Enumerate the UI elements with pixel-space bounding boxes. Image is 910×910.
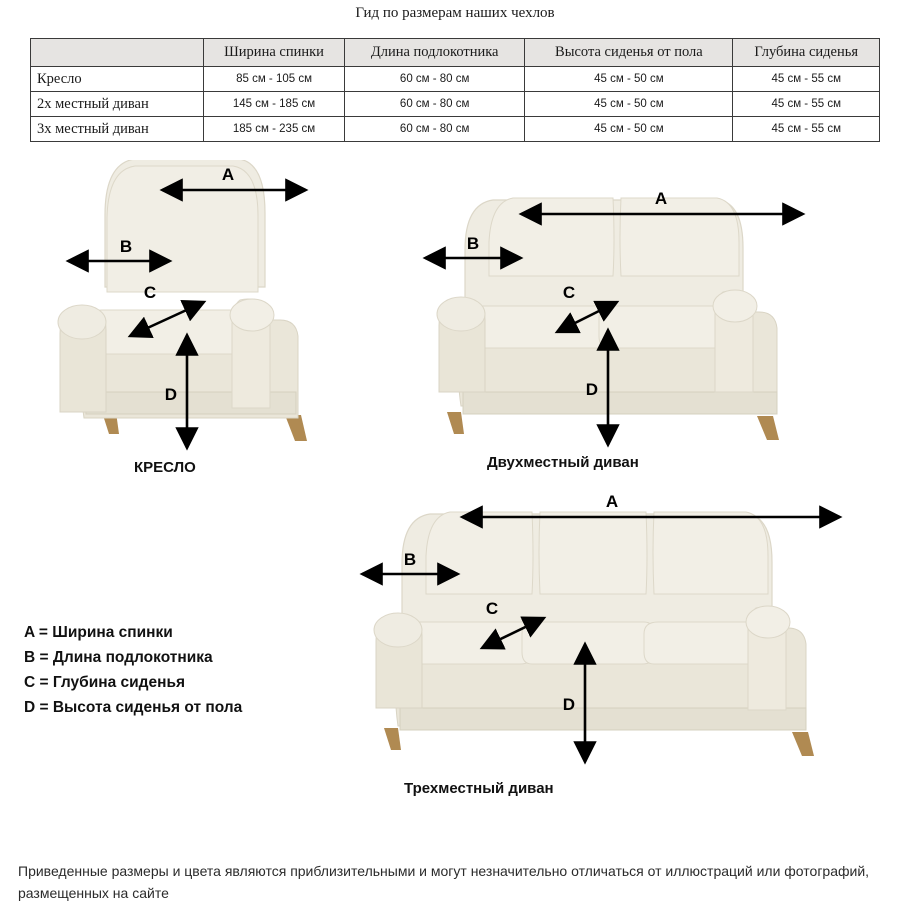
table-header-seat-depth: Глубина сиденья — [733, 39, 880, 67]
armchair-illustration — [40, 160, 360, 460]
furniture-leg — [757, 416, 779, 440]
table-cell: 45 см - 55 см — [733, 92, 880, 117]
table-row-label: 2х местный диван — [31, 92, 204, 117]
dimension-label-b: B — [119, 237, 133, 256]
table-cell: 45 см - 50 см — [525, 67, 733, 92]
table-header-row — [31, 39, 880, 67]
table-row — [31, 117, 880, 142]
dimension-label-d: D — [164, 385, 177, 404]
page-title: Гид по размерам наших чехлов — [355, 5, 555, 21]
table-row-label: Кресло — [31, 67, 204, 92]
dimension-label-d: D — [562, 695, 575, 714]
legend-item-b: B = Длина подлокотника — [24, 649, 213, 666]
furniture-leg — [792, 732, 814, 756]
dimension-label-b: B — [466, 234, 480, 253]
table-cell: 145 см - 185 см — [204, 92, 345, 117]
table-header-back-width: Ширина спинки — [204, 39, 345, 67]
table-header-seat-height: Высота сиденья от пола — [525, 39, 733, 67]
table-cell: 45 см - 55 см — [733, 67, 880, 92]
dimension-label-a: A — [221, 165, 235, 184]
table-cell: 60 см - 80 см — [345, 117, 525, 142]
table-cell: 60 см - 80 см — [345, 67, 525, 92]
dimension-label-a: A — [605, 492, 619, 511]
dimension-label-c: C — [562, 283, 576, 302]
two-seat-sofa-caption: Двухместный диван — [487, 454, 639, 471]
table-cell: 45 см - 50 см — [525, 117, 733, 142]
legend — [24, 620, 242, 720]
legend-item-c: C = Глубина сиденья — [24, 674, 186, 691]
three-seat-sofa-illustration — [340, 490, 870, 780]
dimension-label-a: A — [654, 189, 668, 208]
table-cell: 185 см - 235 см — [204, 117, 345, 142]
table-cell: 45 см - 50 см — [525, 92, 733, 117]
dimension-label-c: C — [485, 599, 499, 618]
table-header-corner — [31, 39, 204, 67]
legend-item-a: A = Ширина спинки — [24, 624, 173, 641]
size-guide-table — [30, 38, 880, 142]
table-row-label: 3х местный диван — [31, 117, 204, 142]
dimension-label-c: C — [143, 283, 157, 302]
table-cell: 45 см - 55 см — [733, 117, 880, 142]
dimension-label-b: B — [403, 550, 417, 569]
three-seat-sofa-caption: Трехместный диван — [404, 780, 554, 797]
armchair-caption: КРЕСЛО — [134, 459, 196, 476]
dimension-label-d: D — [585, 380, 598, 399]
footnote: Приведенные размеры и цвета являются приблизительными и могут незначительно отличаться от иллюстраций или фотографий, размещенных на сайте — [18, 863, 870, 901]
table-header-arm-length: Длина подлокотника — [345, 39, 525, 67]
legend-item-d: D = Высота сиденья от пола — [24, 699, 243, 716]
table-cell: 85 см - 105 см — [204, 67, 345, 92]
furniture-leg — [447, 412, 464, 434]
table-row — [31, 92, 880, 117]
table-row — [31, 67, 880, 92]
table-cell: 60 см - 80 см — [345, 92, 525, 117]
furniture-leg — [285, 415, 307, 441]
furniture-leg — [384, 728, 401, 750]
two-seat-sofa-illustration — [405, 180, 845, 460]
